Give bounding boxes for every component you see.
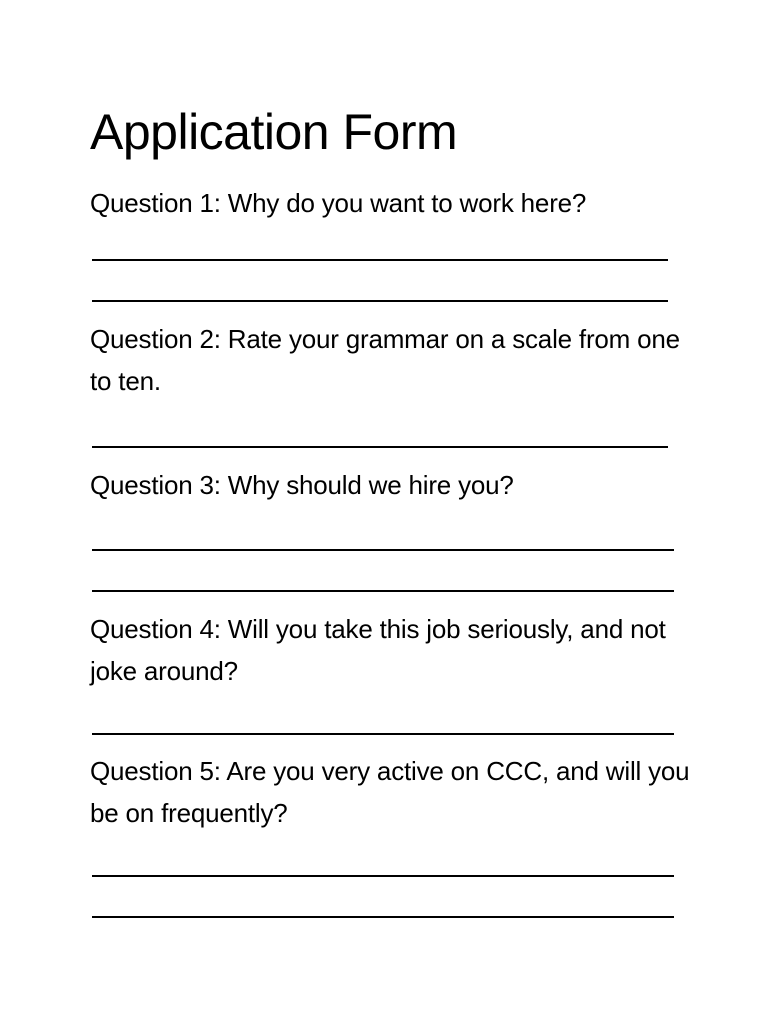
question-4-label: Question 4: Will you take this job seriously, and not joke around?: [90, 614, 666, 686]
question-5-label: Question 5: Are you very active on CCC, and will you be on frequently?: [90, 756, 690, 828]
answer-line-q3-1[interactable]: [92, 549, 674, 551]
answer-line-q1-2[interactable]: [92, 300, 668, 302]
question-1-label: Question 1: Why do you want to work here?: [90, 188, 587, 218]
question-3-label: Question 3: Why should we hire you?: [90, 470, 514, 500]
answer-line-q5-2[interactable]: [92, 916, 674, 918]
answer-line-q2-1[interactable]: [92, 446, 668, 448]
answer-line-q4-1[interactable]: [92, 733, 674, 735]
answer-line-q5-1[interactable]: [92, 875, 674, 877]
question-2-label: Question 2: Rate your grammar on a scale from one to ten.: [90, 324, 680, 396]
form-title: Application Form: [90, 104, 458, 160]
answer-line-q1-1[interactable]: [92, 259, 668, 261]
answer-line-q3-2[interactable]: [92, 590, 674, 592]
